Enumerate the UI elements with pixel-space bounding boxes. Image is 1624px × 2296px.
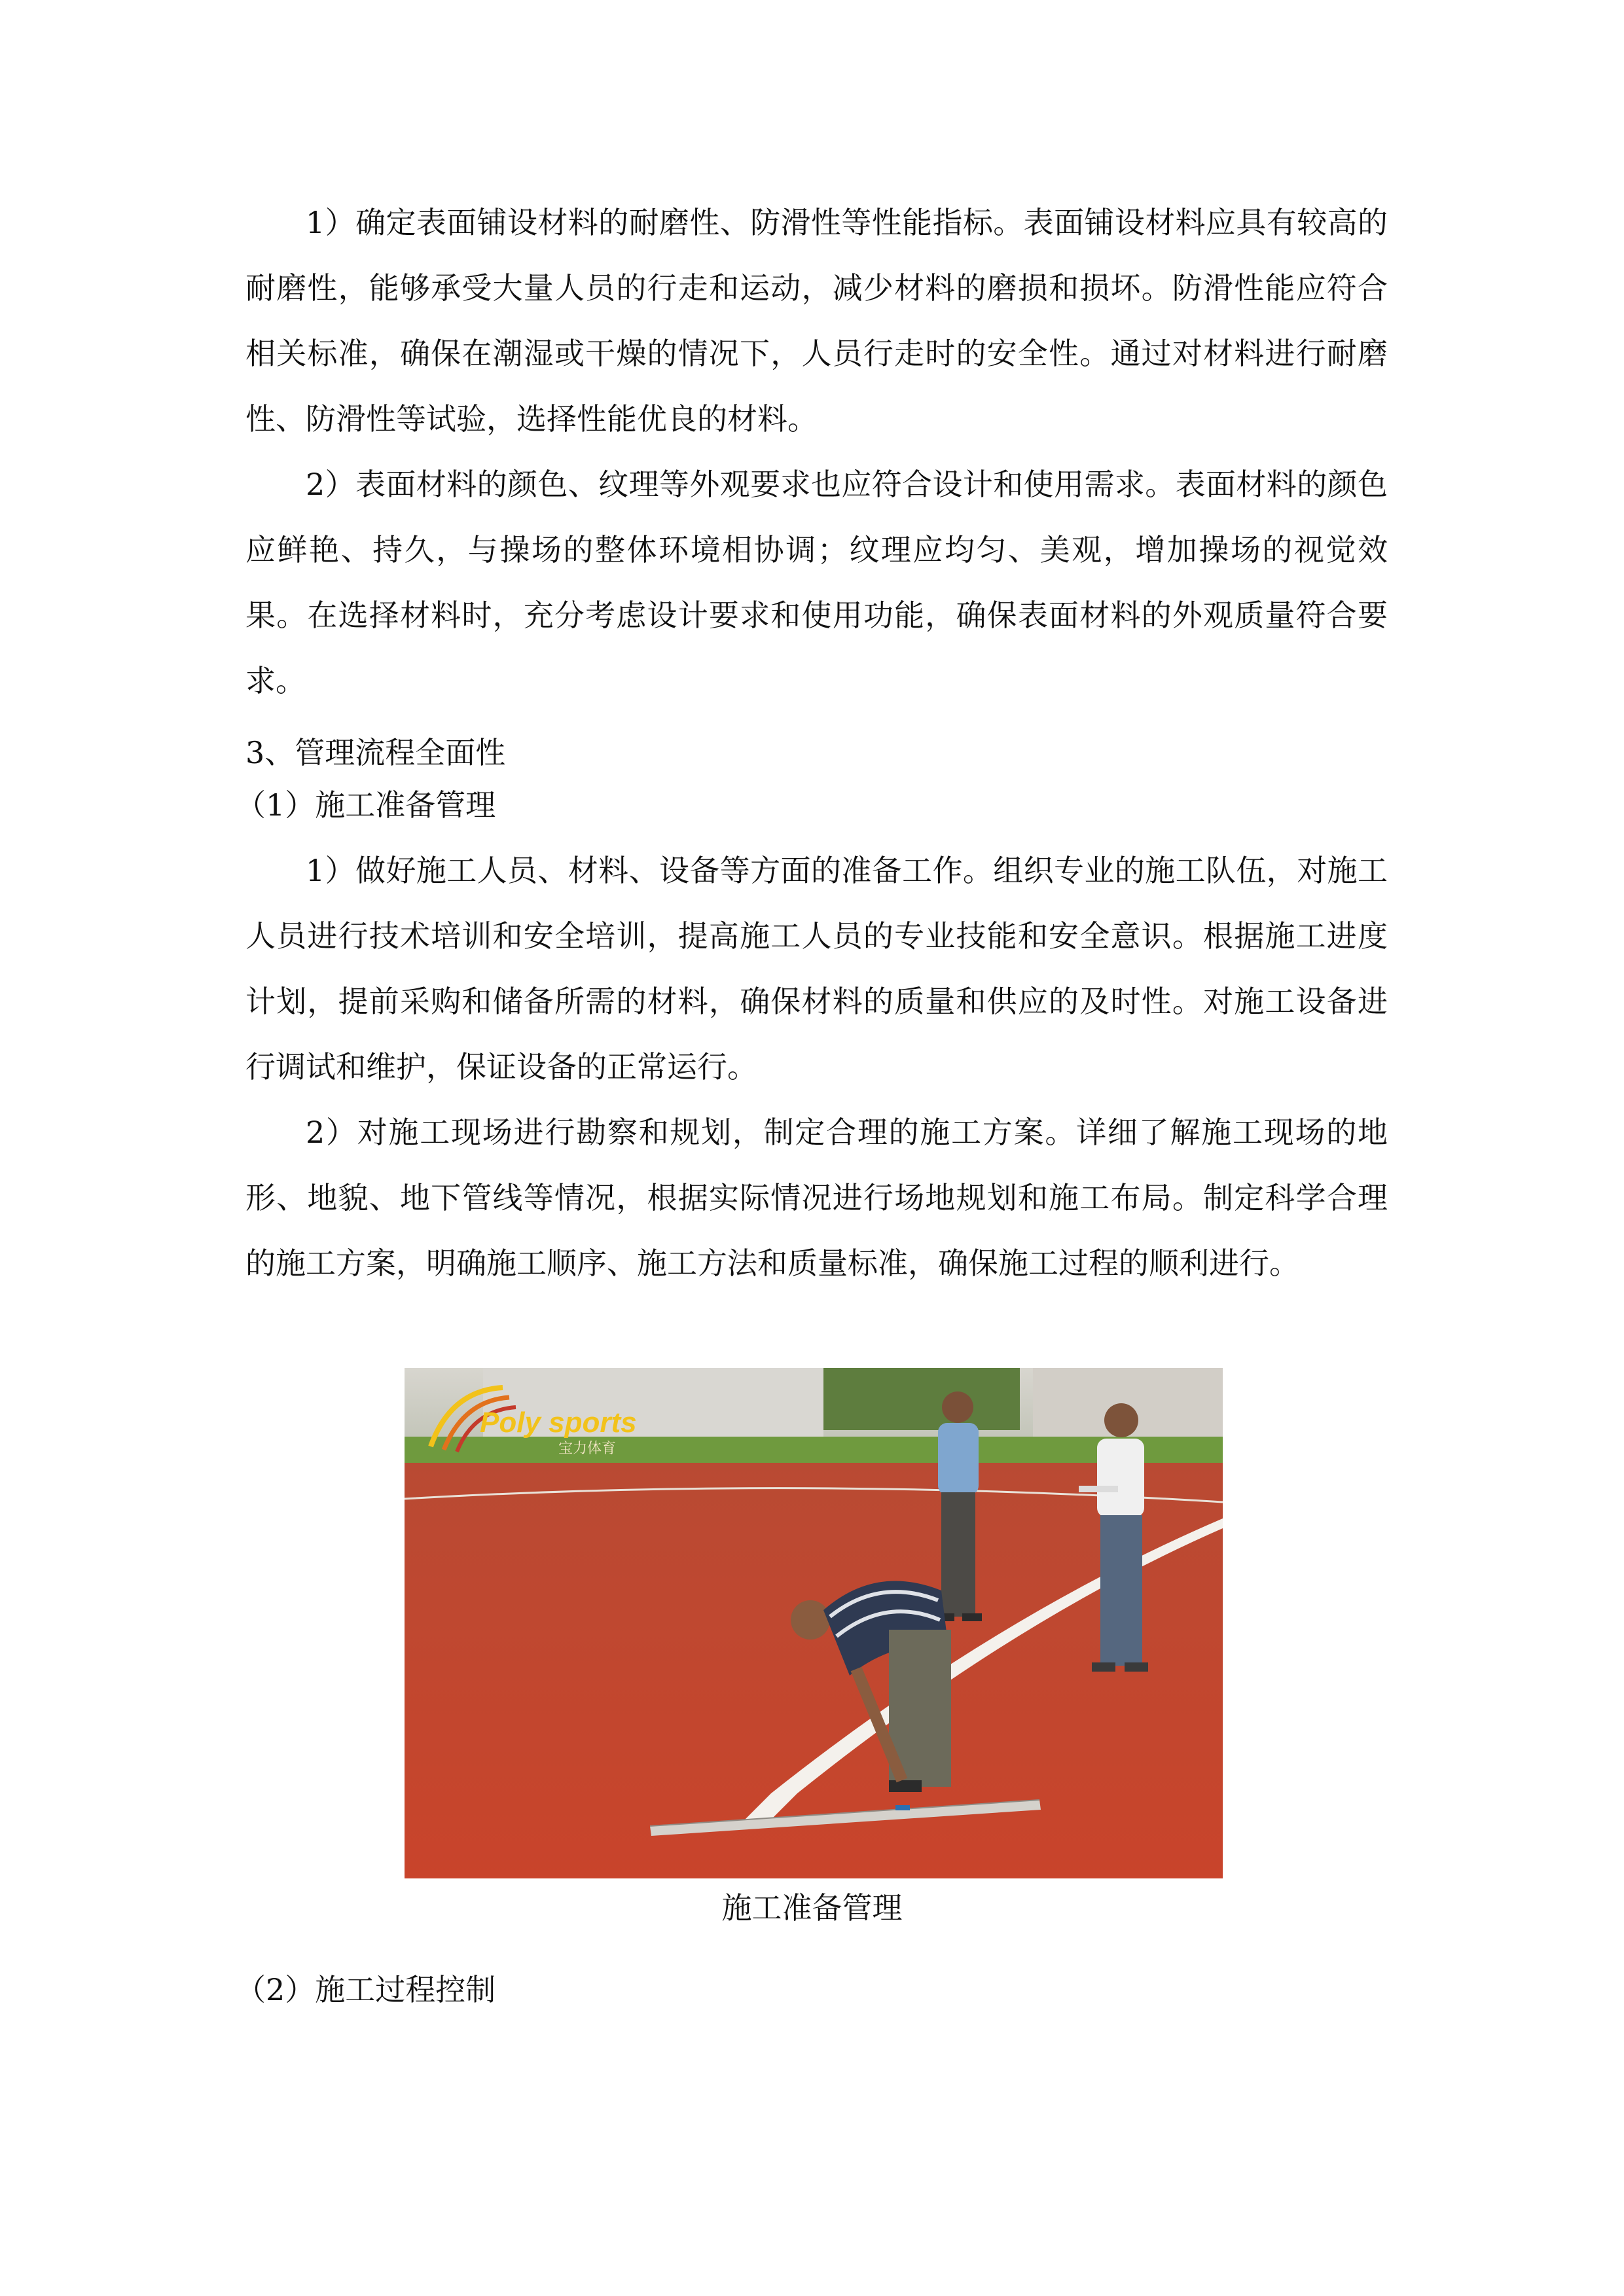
construction-preparation-photo [405, 1368, 1223, 1878]
subsection-heading-process-control: （2）施工过程控制 [236, 1972, 496, 2007]
standing-man-left [935, 1391, 982, 1621]
subsection-heading-preparation: （1）施工准备管理 [236, 787, 496, 823]
section-heading: 3、管理流程全面性 [245, 735, 506, 770]
svg-text:Poly sports: Poly sports [480, 1407, 637, 1439]
paragraph-material-wear-resistance: 1）确定表面铺设材料的耐磨性、防滑性等性能指标。表面铺设材料应具有较高的耐磨性，能够承受大量人员的行走和运动，减少材料的磨损和损坏。防滑性能应符合相关标准，确保在潮湿或干燥的情况下，人员行走时的安全性。通过对材料进行耐磨性、防滑性等试验，选择性能优良的材料。 [245, 205, 1388, 437]
tree-line [823, 1368, 1020, 1430]
svg-text:宝力体育: 宝力体育 [558, 1441, 617, 1457]
paragraph-preparation-work: 1）做好施工人员、材料、设备等方面的准备工作。组织专业的施工队伍，对施工人员进行技术培训和安全培训，提高施工人员的专业技能和安全意识。根据施工进度计划，提前采购和储备所需的材料，确保材料的质量和供应的及时性。对施工设备进行调试和维护，保证设备的正常运行。 [245, 853, 1388, 1085]
paragraph-site-survey: 2）对施工现场进行勘察和规划，制定合理的施工方案。详细了解施工现场的地形、地貌、地下管线等情况，根据实际情况进行场地规划和施工布局。制定科学合理的施工方案，明确施工顺序、施工方法和质量标准，确保施工过程的顺利进行。 [245, 1115, 1388, 1281]
figure-caption: 施工准备管理 [721, 1890, 903, 1926]
paragraph-material-appearance: 2）表面材料的颜色、纹理等外观要求也应符合设计和使用需求。表面材料的颜色应鲜艳、持久，与操场的整体环境相协调；纹理应均匀、美观，增加操场的视觉效果。在选择材料时，充分考虑设计要求和使用功能，确保表面材料的外观质量符合要求。 [245, 467, 1388, 698]
